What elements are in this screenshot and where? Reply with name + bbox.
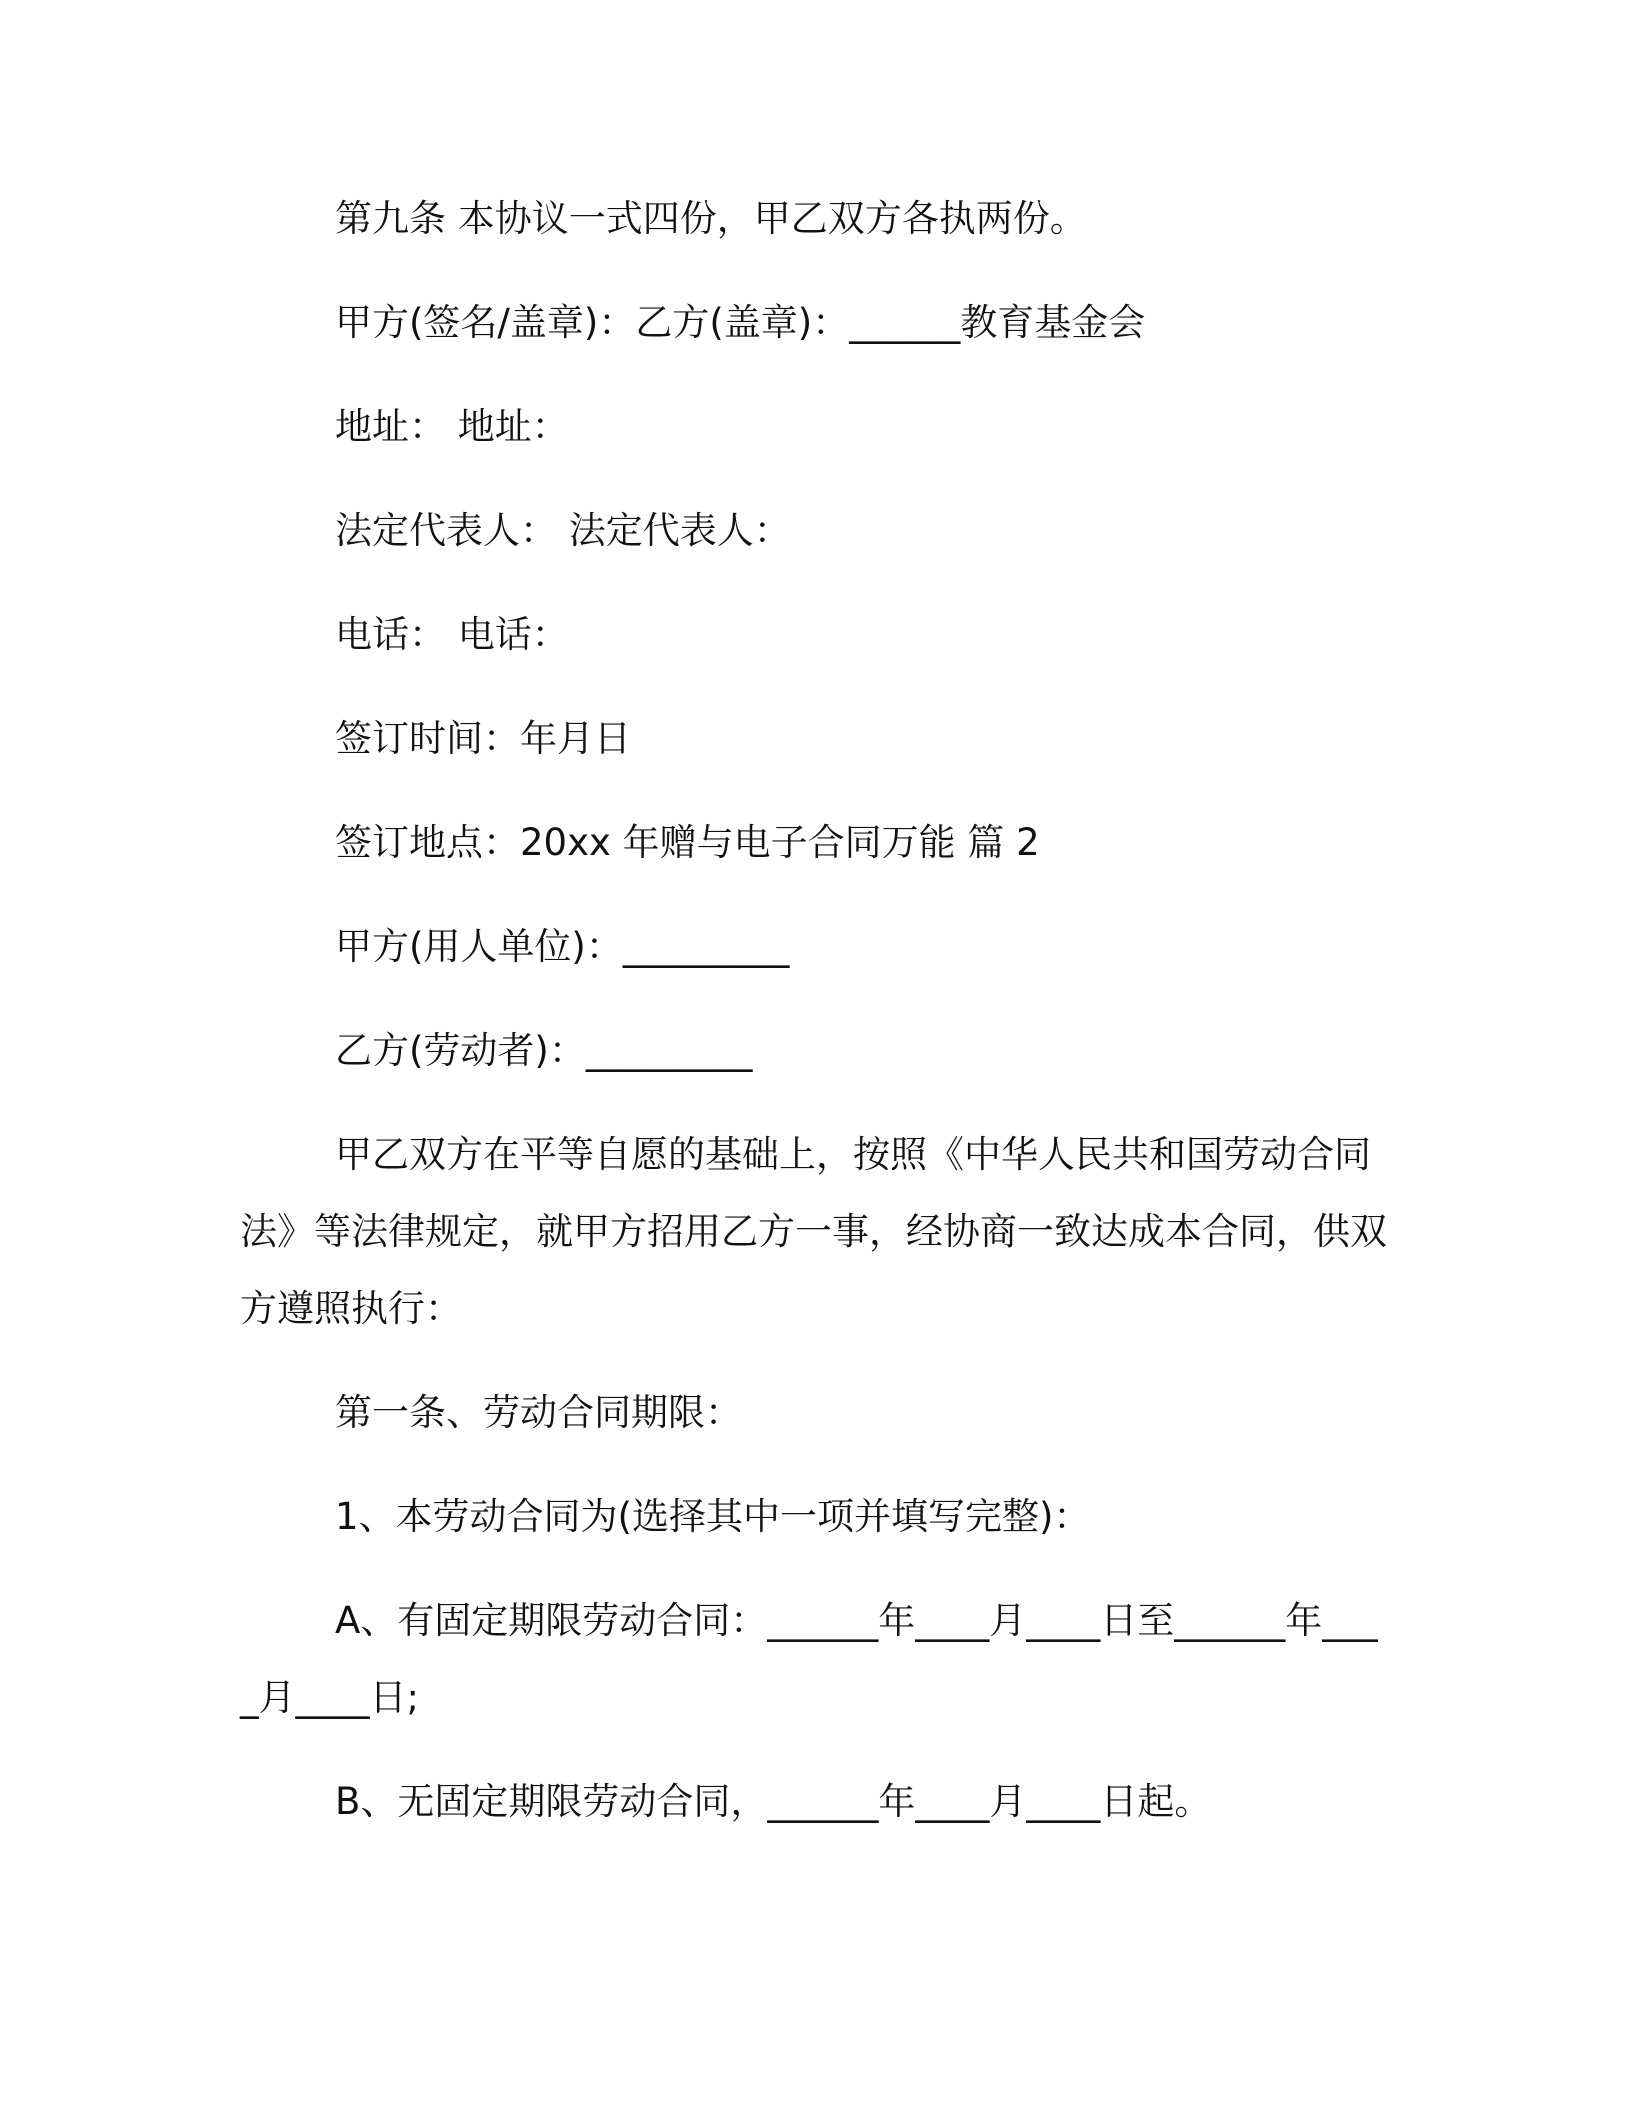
preamble-paragraph: 甲乙双方在平等自愿的基础上，按照《中华人民共和国劳动合同法》等法律规定，就甲方招用乙方一事，经协商一致达成本合同，供双方遵照执行： — [240, 1133, 1387, 1330]
legal-representative-line: 法定代表人： 法定代表人： — [335, 509, 791, 552]
article-one-heading: 第一条、劳动合同期限： — [335, 1391, 742, 1434]
clause-nine: 第九条 本协议一式四份，甲乙双方各执两份。 — [335, 197, 1087, 240]
signing-place-line: 签订地点：20xx 年赠与电子合同万能 篇 2 — [335, 821, 1040, 864]
option-a-fixed-term: A、有固定期限劳动合同：______年____月____日至______年____月____日; — [240, 1599, 1378, 1719]
address-line: 地址： 地址： — [335, 405, 569, 448]
signature-line: 甲方(签名/盖章)：乙方(盖章)：______教育基金会 — [335, 301, 1146, 344]
document-body — [240, 180, 1390, 1867]
phone-line: 电话： 电话： — [335, 613, 569, 656]
party-b-employee-line: 乙方(劳动者)：_________ — [335, 1029, 753, 1072]
signing-date-line: 签订时间：年月日 — [335, 717, 631, 760]
option-b-open-ended: B、无固定期限劳动合同，______年____月____日起。 — [335, 1780, 1212, 1823]
party-a-employer-line: 甲方(用人单位)：_________ — [335, 925, 790, 968]
item-one: 1、本劳动合同为(选择其中一项并填写完整)： — [335, 1495, 1091, 1538]
